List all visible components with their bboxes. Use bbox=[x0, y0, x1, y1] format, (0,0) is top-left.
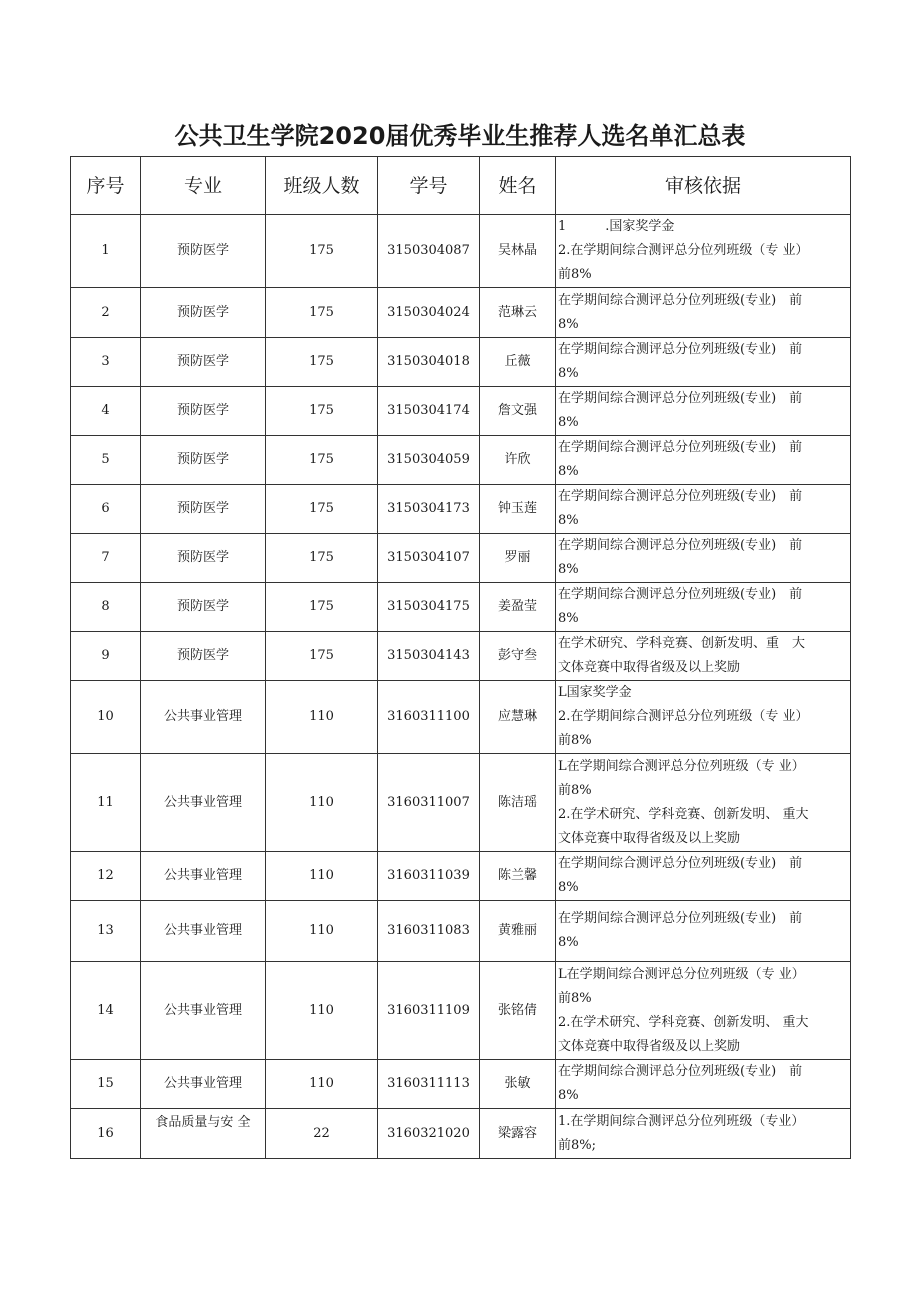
cell-class-size: 110 bbox=[266, 852, 378, 901]
table-row bbox=[71, 1060, 851, 1109]
basis-line: 在学期间综合测评总分位列班级(专业) 前 bbox=[558, 391, 803, 406]
cell-class-size: 175 bbox=[266, 485, 378, 534]
table-row bbox=[71, 534, 851, 583]
table-row bbox=[71, 754, 851, 852]
basis-line: 在学期间综合测评总分位列班级(专业) 前 bbox=[558, 440, 803, 455]
basis-line: 在学期间综合测评总分位列班级(专业) 前 bbox=[558, 538, 803, 553]
cell-basis bbox=[556, 338, 851, 387]
recommendation-table bbox=[70, 156, 851, 1159]
cell-major: 预防医学 bbox=[141, 534, 266, 583]
cell-major: 预防医学 bbox=[141, 215, 266, 288]
basis-line: 8% bbox=[558, 611, 579, 626]
cell-name: 吴林晶 bbox=[480, 215, 556, 288]
cell-student-id: 3160311039 bbox=[378, 852, 480, 901]
cell-no: 5 bbox=[71, 436, 141, 485]
basis-line: 前8% bbox=[558, 782, 592, 798]
cell-no: 16 bbox=[71, 1109, 141, 1159]
basis-line: 8% bbox=[558, 880, 579, 895]
cell-no: 11 bbox=[71, 754, 141, 852]
cell-major: 公共事业管理 bbox=[141, 901, 266, 962]
header-no: 序号 bbox=[71, 157, 141, 215]
basis-line: 在学期间综合测评总分位列班级(专业) 前 bbox=[558, 911, 803, 926]
table-row bbox=[71, 962, 851, 1060]
cell-name: 钟玉莲 bbox=[480, 485, 556, 534]
basis-line: 前8% bbox=[558, 733, 592, 748]
cell-student-id: 3150304175 bbox=[378, 583, 480, 632]
cell-basis bbox=[556, 632, 851, 681]
cell-basis bbox=[556, 962, 851, 1060]
basis-line: 前8% bbox=[558, 267, 592, 282]
cell-basis bbox=[556, 485, 851, 534]
cell-student-id: 3160321020 bbox=[378, 1109, 480, 1159]
cell-student-id: 3150304174 bbox=[378, 387, 480, 436]
table-row bbox=[71, 338, 851, 387]
cell-major: 公共事业管理 bbox=[141, 852, 266, 901]
cell-class-size: 175 bbox=[266, 436, 378, 485]
cell-class-size: 22 bbox=[266, 1109, 378, 1159]
basis-line: 1 .国家奖学金 bbox=[558, 219, 675, 234]
basis-line: L在学期间综合测评总分位列班级（专 业） bbox=[558, 966, 805, 982]
cell-class-size: 175 bbox=[266, 583, 378, 632]
basis-line: 2.在学术研究、学科竞赛、创新发明、 重大 bbox=[558, 806, 809, 822]
basis-line: 文体竞赛中取得省级及以上奖励 bbox=[558, 660, 741, 675]
cell-basis bbox=[556, 1060, 851, 1109]
table-row bbox=[71, 436, 851, 485]
cell-no: 1 bbox=[71, 215, 141, 288]
basis-line: 在学术研究、学科竞赛、创新发明、重 大 bbox=[558, 636, 806, 651]
cell-no: 9 bbox=[71, 632, 141, 681]
cell-major: 食品质量与安 全 bbox=[141, 1109, 266, 1159]
header-student-id: 学号 bbox=[378, 157, 480, 215]
cell-name: 姜盈莹 bbox=[480, 583, 556, 632]
cell-basis bbox=[556, 1109, 851, 1159]
basis-line: 8% bbox=[558, 935, 579, 950]
table-header-row bbox=[71, 157, 851, 215]
basis-line: L在学期间综合测评总分位列班级（专 业） bbox=[558, 758, 805, 774]
header-major: 专业 bbox=[141, 157, 266, 215]
basis-line: 2.在学期间综合测评总分位列班级（专 业） bbox=[558, 243, 809, 258]
header-class-size: 班级人数 bbox=[266, 157, 378, 215]
cell-class-size: 175 bbox=[266, 215, 378, 288]
basis-line: 8% bbox=[558, 366, 579, 381]
cell-basis bbox=[556, 534, 851, 583]
cell-major: 预防医学 bbox=[141, 288, 266, 338]
cell-major: 预防医学 bbox=[141, 632, 266, 681]
cell-basis bbox=[556, 754, 851, 852]
cell-name: 陈兰馨 bbox=[480, 852, 556, 901]
basis-line: 在学期间综合测评总分位列班级(专业) 前 bbox=[558, 292, 803, 308]
cell-name: 张敏 bbox=[480, 1060, 556, 1109]
cell-student-id: 3160311100 bbox=[378, 681, 480, 754]
basis-line: L国家奖学金 bbox=[558, 685, 632, 700]
basis-line: 前8%; bbox=[558, 1137, 597, 1153]
cell-class-size: 175 bbox=[266, 338, 378, 387]
table-row bbox=[71, 215, 851, 288]
cell-major: 预防医学 bbox=[141, 338, 266, 387]
cell-class-size: 110 bbox=[266, 681, 378, 754]
cell-name: 梁露容 bbox=[480, 1109, 556, 1159]
table-row bbox=[71, 632, 851, 681]
cell-name: 应慧琳 bbox=[480, 681, 556, 754]
cell-name: 张铭倩 bbox=[480, 962, 556, 1060]
cell-major: 公共事业管理 bbox=[141, 754, 266, 852]
cell-student-id: 3150304173 bbox=[378, 485, 480, 534]
basis-line: 8% bbox=[558, 316, 579, 332]
cell-class-size: 110 bbox=[266, 1060, 378, 1109]
cell-student-id: 3150304059 bbox=[378, 436, 480, 485]
basis-line: 8% bbox=[558, 1088, 579, 1103]
cell-no: 12 bbox=[71, 852, 141, 901]
cell-no: 14 bbox=[71, 962, 141, 1060]
basis-line: 在学期间综合测评总分位列班级(专业) 前 bbox=[558, 489, 803, 504]
table-row bbox=[71, 387, 851, 436]
cell-student-id: 3150304018 bbox=[378, 338, 480, 387]
cell-no: 3 bbox=[71, 338, 141, 387]
cell-class-size: 175 bbox=[266, 387, 378, 436]
table-row bbox=[71, 901, 851, 962]
cell-name: 陈洁瑶 bbox=[480, 754, 556, 852]
basis-line: 8% bbox=[558, 562, 579, 577]
basis-line: 2.在学术研究、学科竞赛、创新发明、 重大 bbox=[558, 1014, 809, 1030]
basis-line: 在学期间综合测评总分位列班级(专业) 前 bbox=[558, 342, 803, 357]
basis-line: 文体竞赛中取得省级及以上奖励 bbox=[558, 1038, 741, 1054]
cell-no: 2 bbox=[71, 288, 141, 338]
basis-line: 2.在学期间综合测评总分位列班级（专 业） bbox=[558, 709, 809, 724]
cell-student-id: 3150304087 bbox=[378, 215, 480, 288]
cell-basis bbox=[556, 583, 851, 632]
cell-basis bbox=[556, 387, 851, 436]
cell-student-id: 3150304107 bbox=[378, 534, 480, 583]
basis-line: 8% bbox=[558, 415, 579, 430]
basis-line: 8% bbox=[558, 464, 579, 479]
cell-major: 公共事业管理 bbox=[141, 681, 266, 754]
basis-line: 8% bbox=[558, 513, 579, 528]
cell-major: 预防医学 bbox=[141, 485, 266, 534]
header-name: 姓名 bbox=[480, 157, 556, 215]
table-row bbox=[71, 681, 851, 754]
table-row bbox=[71, 288, 851, 338]
page-title: 公共卫生学院2020届优秀毕业生推荐人选名单汇总表 bbox=[174, 122, 746, 150]
table-row bbox=[71, 485, 851, 534]
cell-no: 13 bbox=[71, 901, 141, 962]
cell-major: 预防医学 bbox=[141, 387, 266, 436]
header-basis: 审核依据 bbox=[556, 157, 851, 215]
table-row bbox=[71, 583, 851, 632]
cell-student-id: 3150304024 bbox=[378, 288, 480, 338]
cell-basis bbox=[556, 901, 851, 962]
cell-name: 彭守叁 bbox=[480, 632, 556, 681]
basis-line: 在学期间综合测评总分位列班级(专业) 前 bbox=[558, 1064, 803, 1079]
cell-major: 预防医学 bbox=[141, 436, 266, 485]
cell-no: 8 bbox=[71, 583, 141, 632]
cell-class-size: 175 bbox=[266, 534, 378, 583]
cell-name: 詹文强 bbox=[480, 387, 556, 436]
cell-no: 6 bbox=[71, 485, 141, 534]
cell-student-id: 3160311113 bbox=[378, 1060, 480, 1109]
basis-line: 1.在学期间综合测评总分位列班级（专业） bbox=[558, 1113, 805, 1129]
cell-student-id: 3160311007 bbox=[378, 754, 480, 852]
cell-basis bbox=[556, 681, 851, 754]
cell-name: 丘薇 bbox=[480, 338, 556, 387]
basis-line: 前8% bbox=[558, 990, 592, 1006]
cell-basis bbox=[556, 852, 851, 901]
cell-major: 公共事业管理 bbox=[141, 1060, 266, 1109]
cell-class-size: 110 bbox=[266, 901, 378, 962]
cell-no: 4 bbox=[71, 387, 141, 436]
cell-name: 罗丽 bbox=[480, 534, 556, 583]
basis-line: 文体竞赛中取得省级及以上奖励 bbox=[558, 830, 741, 846]
cell-basis bbox=[556, 436, 851, 485]
cell-class-size: 110 bbox=[266, 962, 378, 1060]
cell-no: 10 bbox=[71, 681, 141, 754]
cell-name: 黄雅丽 bbox=[480, 901, 556, 962]
cell-name: 许欣 bbox=[480, 436, 556, 485]
cell-class-size: 175 bbox=[266, 632, 378, 681]
cell-student-id: 3160311109 bbox=[378, 962, 480, 1060]
table-row bbox=[71, 852, 851, 901]
cell-class-size: 175 bbox=[266, 288, 378, 338]
cell-student-id: 3160311083 bbox=[378, 901, 480, 962]
cell-student-id: 3150304143 bbox=[378, 632, 480, 681]
cell-no: 7 bbox=[71, 534, 141, 583]
cell-major: 预防医学 bbox=[141, 583, 266, 632]
cell-basis bbox=[556, 288, 851, 338]
cell-basis bbox=[556, 215, 851, 288]
cell-major: 公共事业管理 bbox=[141, 962, 266, 1060]
cell-class-size: 110 bbox=[266, 754, 378, 852]
basis-line: 在学期间综合测评总分位列班级(专业) 前 bbox=[558, 856, 803, 871]
table-row bbox=[71, 1109, 851, 1159]
cell-name: 范琳云 bbox=[480, 288, 556, 338]
cell-no: 15 bbox=[71, 1060, 141, 1109]
basis-line: 在学期间综合测评总分位列班级(专业) 前 bbox=[558, 587, 803, 602]
